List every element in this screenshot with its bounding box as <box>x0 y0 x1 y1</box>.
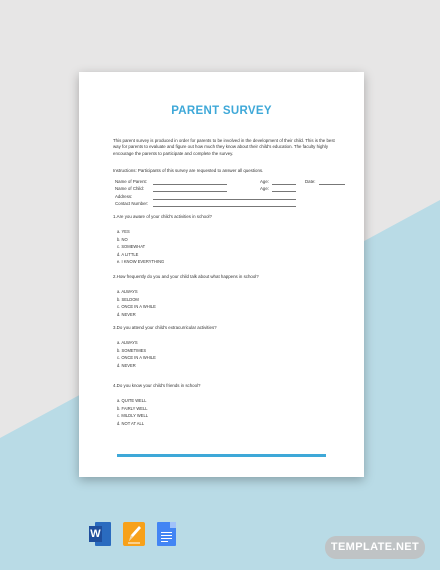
parent-age-line <box>272 179 296 185</box>
intro-paragraph: This parent survey is produced in order for parents to be involved in the development of their child. This is the best way for parents to evaluate and figure out how much they know about their child's education. The faculty highly encourage the parents to participate and complete the survey. <box>113 138 335 156</box>
google-docs-line <box>161 532 172 533</box>
address-line <box>153 194 296 200</box>
option: b. NO <box>117 236 128 242</box>
question-3-options <box>117 340 156 370</box>
option: c. ONCE IN A WHILE <box>117 355 156 360</box>
option: c. SOMEWHAT <box>117 244 146 249</box>
pen-icon <box>123 522 145 546</box>
question-1-options <box>117 229 164 267</box>
word-icon[interactable] <box>89 522 111 546</box>
option: d. NEVER <box>117 362 136 368</box>
child-age-line <box>272 186 296 192</box>
field-row-child <box>115 186 345 193</box>
question-2-options <box>117 289 156 319</box>
question-4: 4.Do you know your child's friends in school? <box>113 383 201 388</box>
google-docs-fold <box>170 522 176 528</box>
google-docs-line <box>161 541 168 542</box>
document-title: PARENT SURVEY <box>171 105 272 117</box>
address-label: Address: <box>115 193 133 199</box>
child-name-line <box>153 186 227 192</box>
contact-label: Contact Number: <box>115 200 149 206</box>
date-line <box>319 179 345 185</box>
option: a. QUITE WELL <box>117 398 147 403</box>
instructions-text: Instructions: Participants of this survey are requested to answer all questions. <box>113 168 264 173</box>
google-docs-icon[interactable] <box>157 522 176 546</box>
field-row-parent <box>115 179 345 186</box>
question-1: 1.Are you aware of your child's activities in school? <box>113 214 212 219</box>
word-icon-letter: W <box>90 528 101 540</box>
option: d. A LITTLE <box>117 251 139 257</box>
parent-name-line <box>153 179 227 185</box>
option: b. SOMETIMES <box>117 347 147 353</box>
option: d. NEVER <box>117 311 136 317</box>
field-row-address <box>115 194 345 201</box>
pages-icon[interactable] <box>123 522 145 546</box>
document-page <box>79 72 364 477</box>
parent-name-label: Name of Parent: <box>115 179 147 184</box>
date-label: Date: <box>305 179 316 184</box>
option: e. I KNOW EVERYTHING <box>117 259 165 264</box>
option: b. SELDOM <box>117 296 139 302</box>
child-age-label: Age: <box>260 186 270 192</box>
question-4-options <box>117 398 148 428</box>
contact-line <box>153 201 296 207</box>
bottom-accent-bar <box>117 454 326 457</box>
info-fields <box>115 179 345 208</box>
option: a. ALWAYS <box>117 289 138 294</box>
question-3: 3.Do you attend your child's extracurricular activities? <box>113 325 217 330</box>
option: c. MILDLY WELL <box>117 413 149 418</box>
option: a. ALWAYS <box>117 340 138 345</box>
question-2: 2.How frequently do you and your child talk about what happens in school? <box>113 274 259 279</box>
child-name-label: Name of Child: <box>115 186 145 192</box>
template-net-badge[interactable]: TEMPLATE.NET <box>325 536 425 559</box>
option: d. NOT AT ALL <box>117 420 145 426</box>
parent-age-label: Age: <box>260 179 270 184</box>
option: b. FAIRLY WELL <box>117 405 148 411</box>
google-docs-line <box>161 535 172 536</box>
field-row-contact <box>115 201 345 208</box>
google-docs-line <box>161 538 172 539</box>
option: a. YES <box>117 229 130 234</box>
option: c. ONCE IN A WHILE <box>117 304 156 309</box>
